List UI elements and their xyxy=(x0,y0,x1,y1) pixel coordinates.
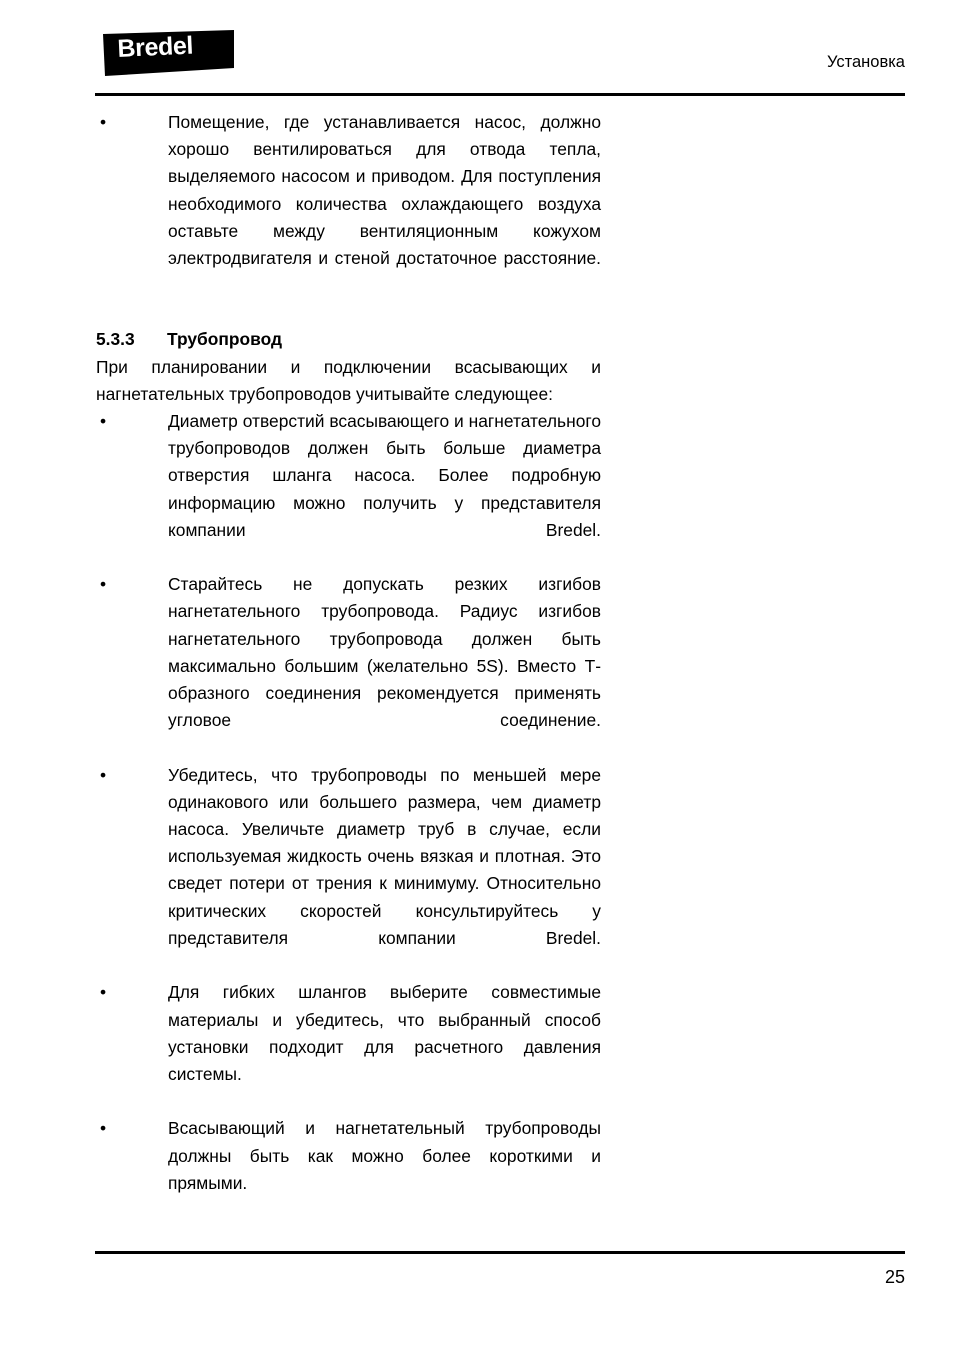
bullet-glyph-icon: • xyxy=(100,574,107,595)
logo-wordmark: Bredel xyxy=(116,31,194,63)
list-item xyxy=(96,1115,601,1224)
section-number: 5.3.3 xyxy=(96,329,135,350)
section-intro-paragraph: При планировании и подключении всасывающих и нагнетательных трубопроводов учитывайте следующее: xyxy=(96,356,601,404)
list-item-text: Диаметр отверстий всасывающего и нагнетательного трубопроводов должен быть больше диаметра отверстия шланга насоса. Более подробную информацию можно получить у представителя компании Bredel. xyxy=(168,411,601,540)
bullet-glyph-icon: • xyxy=(100,982,107,1003)
bullet-glyph-icon: • xyxy=(100,764,107,785)
list-item xyxy=(96,571,601,761)
list-item-text: Всасывающий и нагнетательный трубопроводы должны быть как можно более короткими и прямыми. xyxy=(168,1118,601,1193)
list-item xyxy=(96,408,601,571)
list-item-text: Старайтесь не допускать резких изгибов нагнетательного трубопровода. Радиус изгибов нагнетательного трубопровода должен быть максимально большим (желательно 5S). Вместо Т-образного соединения рекомендуется применять угловое соединение. xyxy=(168,574,601,731)
list-item xyxy=(96,979,601,1115)
page-number: 25 xyxy=(884,1267,905,1287)
bullet-glyph-icon: • xyxy=(100,411,107,432)
section-title: Трубопровод xyxy=(167,329,283,350)
list-item xyxy=(96,762,601,980)
list-item-text: Для гибких шлангов выберите совместимые материалы и убедитесь, что выбранный способ установки подходит для расчетного давления системы. xyxy=(168,982,601,1084)
section-heading xyxy=(96,326,601,353)
list-item xyxy=(96,109,601,299)
intro-bullet-list xyxy=(0,109,954,299)
list-item-text: Убедитесь, что трубопроводы по меньшей мере одинакового или большего размера, чем диаметр насоса. Увеличьте диаметр труб в случае, если используемая жидкость очень вязкая и плотная. Это сведет потери от трения к минимуму. Относительно критических скоростей консультируйтесь у представителя компании Bredel. xyxy=(168,764,601,948)
bredel-logo xyxy=(103,30,235,76)
bullet-glyph-icon: • xyxy=(100,112,107,132)
page-content xyxy=(0,96,954,1224)
spacer xyxy=(0,96,954,109)
page-header xyxy=(0,0,954,96)
footer-divider xyxy=(95,1251,905,1254)
bullet-glyph-icon: • xyxy=(100,1118,107,1139)
list-item-text: Помещение, где устанавливается насос, должно хорошо вентилироваться для отвода тепла, выделяемого насосом и приводом. Для поступления необходимого количества охлаждающего воздуха оставьте между вентиляционным кожухом электродвигателя и стеной достаточное расстояние. xyxy=(168,112,601,269)
spacer xyxy=(0,299,954,326)
header-section-title: Установка xyxy=(827,53,905,71)
pipework-bullet-list xyxy=(0,408,954,1224)
